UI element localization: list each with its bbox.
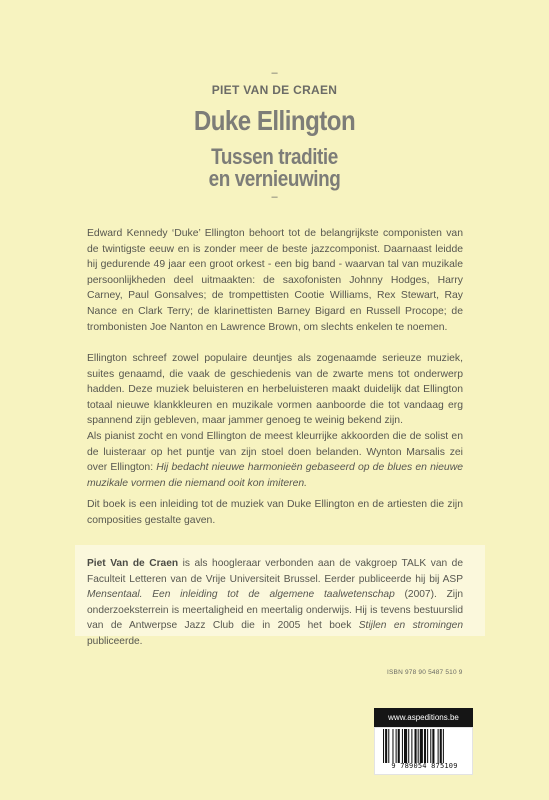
bio-author-name: Piet Van de Craen bbox=[87, 558, 179, 569]
blurb-paragraph-1 bbox=[87, 226, 463, 335]
paragraph-text: Ellington schreef zowel populaire deuntjes als zogenaamde serieuze muziek, suites genaamd, die vaak de geschiedenis van de zwarte mens tot onderwerp hadden. Deze muziek beluisteren en herbeluisteren maakt duidelijk dat Ellington totaal nieuwe klankkleuren en muzikale vormen aanboorde die tot vandaag erg spannend zijn gebleven, maar jammer genoeg te weinig bekend zijn. bbox=[87, 353, 463, 427]
barcode-box bbox=[374, 727, 473, 775]
blurb-paragraph-2-3 bbox=[87, 351, 463, 491]
subtitle-line-1: Tussen traditie bbox=[211, 144, 338, 169]
publisher-url: www.aspeditions.be bbox=[374, 708, 473, 727]
barcode-icon bbox=[383, 729, 467, 763]
paragraph-text: Dit boek is een inleiding tot de muziek van Duke Ellington en de artiesten die zijn composities gestalte gaven. bbox=[87, 499, 463, 526]
paragraph-text: Edward Kennedy ‘Duke’ Ellington behoort tot de belangrijkste componisten van de twintigste eeuw en is zonder meer de beste jazzcomponist. Daarnaast leidde hij gedurende 49 jaar een groot orkest - een big band - waarvan tal van muzikale persoonlijkheden deel uitmaakten: de saxofonisten Johnny Hodges, Harry Carney, Paul Gonsalves; de trompettisten Cootie Williams, Rex Stewart, Ray Nance en Clark Terry; de klarinettisten Barney Bigard en Russell Procope; de trombonisten Joe Nanton en Lawrence Brown, om slechts enkelen te noemen. bbox=[87, 228, 463, 333]
author-name: PIET VAN DE CRAEN bbox=[211, 83, 338, 97]
book-subtitle bbox=[38, 146, 510, 190]
bio-book-title: Mensentaal. Een inleiding tot de algemene taalwetenschap bbox=[87, 589, 395, 601]
marsalis-quote: Hij bedacht nieuwe harmonieën gebaseerd op de blues en nieuwe muzikale vormen die niemand ooit kon imiteren. bbox=[87, 462, 463, 489]
paragraph-text bbox=[87, 429, 463, 491]
blurb-paragraph-4 bbox=[87, 497, 463, 528]
quote-intro: Als pianist zocht en vond Ellington de meest kleurrijke akkoorden die de solist en de luisteraar op het puntje van zijn stoel doen belanden. Wynton Marsalis zei over Ellington: bbox=[87, 430, 463, 474]
bottom-dash: – bbox=[271, 191, 278, 203]
book-title: Duke Ellington bbox=[193, 105, 356, 136]
author-bio: Piet Van de Craen is als hoogleraar verbonden aan de vakgroep TALK van de Faculteit Letteren van de Vrije Universiteit Brussel. Eerder publiceerde hij bij ASP Mensentaal. Een inleiding tot de algemene taalwetenschap (2007). Zijn onderzoeksterrein is meertaligheid en meertalig onderwijs. Hij is tevens bestuurslid van de Antwerpse Jazz Club die in 2005 het boek Stijlen en stromingen publiceerde. bbox=[87, 558, 463, 647]
top-dash: – bbox=[271, 67, 278, 79]
subtitle-line-2: en vernieuwing bbox=[208, 166, 341, 191]
isbn-number: ISBN 978 90 5487 510 9 bbox=[387, 669, 463, 676]
barcode-digits: 9 789054 875109 bbox=[391, 762, 458, 770]
bio-book-title: Stijlen en stromingen bbox=[358, 620, 463, 632]
